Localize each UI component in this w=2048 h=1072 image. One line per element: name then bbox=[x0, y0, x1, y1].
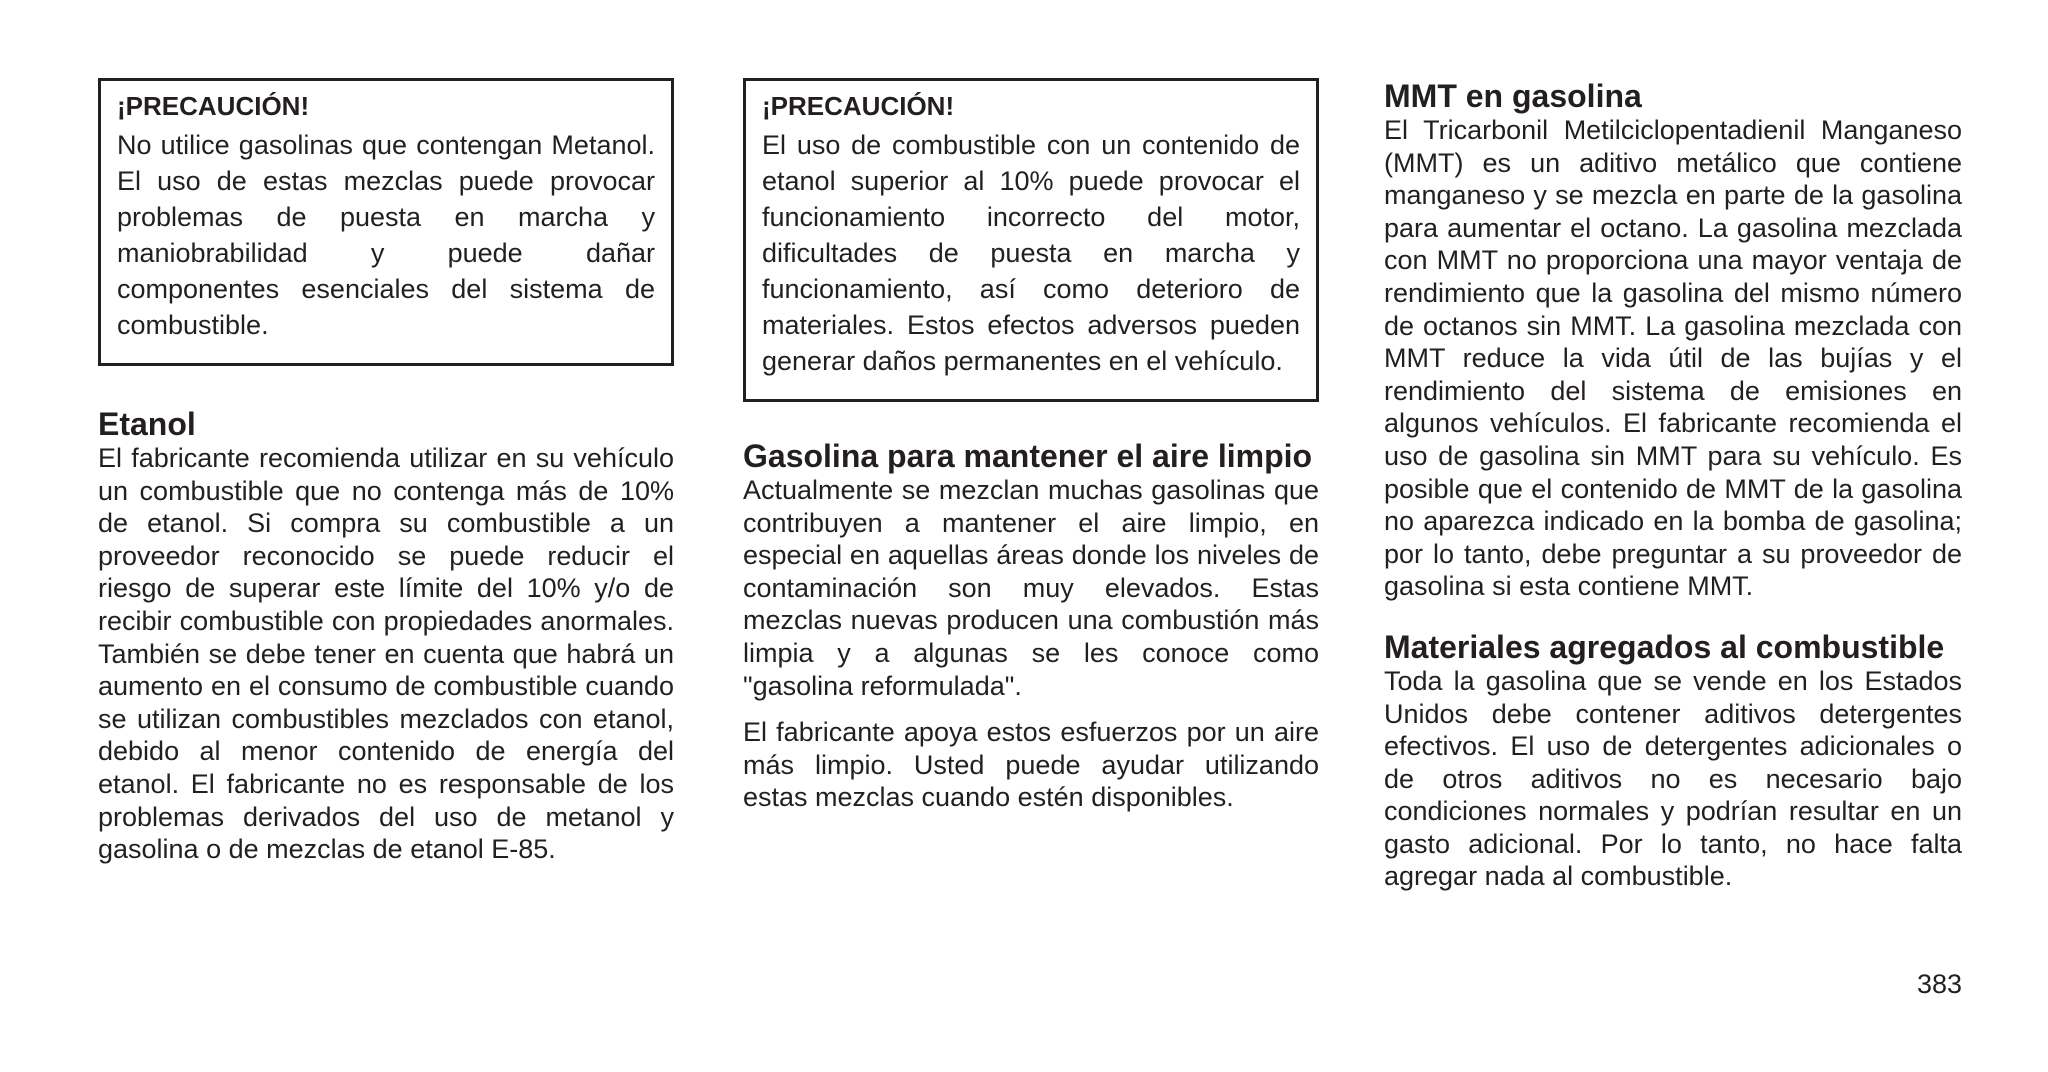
caution-title: ¡PRECAUCIÓN! bbox=[762, 91, 955, 121]
section-heading-additives: Materiales agregados al combustible bbox=[1384, 628, 1945, 665]
column-1 bbox=[98, 78, 674, 866]
section-heading-etanol: Etanol bbox=[98, 406, 196, 442]
section-body-etanol: El fabricante recomienda utilizar en su vehículo un combustible que no contenga más de 10% de etanol. Si compra su combustible a un proveedor reconocido se puede reducir el riesgo de superar este límite del 10% y/o de recibir combustible con propiedades anormales. También se debe tener en cuenta que habrá un aumento en el consumo de combustible cuando se utilizan combustibles mezclados con etanol, debido al menor contenido de energía del etanol. El fabricante no es responsable de los problemas derivados del uso de metanol y gasolina o de mezclas de etanol E-85. bbox=[98, 443, 674, 865]
section-body-mmt: El Tricarbonil Metilciclopentadienil Manganeso (MMT) es un aditivo metálico que contiene manganeso y se mezcla en parte de la gasolina para aumentar el octano. La gasolina mezclada con MMT no proporciona una mayor ventaja de rendimiento que la gasolina del mismo número de octanos sin MMT. La gasolina mezclada con MMT reduce la vida útil de las bujías y el rendimiento del sistema de emisiones en algunos vehículos. El fabricante recomienda el uso de gasolina sin MMT para su vehículo. Es posible que el contenido de MMT de la gasolina no aparezca indicado en la bomba de gasolina; por lo tanto, debe preguntar a su proveedor de gasolina si esta contiene MMT. bbox=[1384, 115, 1962, 602]
spacer bbox=[743, 402, 1319, 438]
caution-body: No utilice gasolinas que contengan Metanol. El uso de estas mezclas puede provocar problemas de puesta en marcha y maniobrabilidad y puede dañar componentes esenciales del sistema de combustible. bbox=[117, 130, 655, 340]
column-3 bbox=[1384, 78, 1962, 893]
caution-box-ethanol bbox=[743, 78, 1319, 402]
caution-title: ¡PRECAUCIÓN! bbox=[117, 91, 310, 121]
section-paragraph-2: El fabricante apoya estos esfuerzos por un aire más limpio. Usted puede ayudar utilizando estas mezclas cuando estén disponibles. bbox=[743, 717, 1319, 813]
column-2 bbox=[743, 78, 1319, 814]
page-number: 383 bbox=[1916, 969, 1962, 999]
section-heading-mmt: MMT en gasolina bbox=[1384, 78, 1642, 114]
spacer bbox=[743, 702, 1319, 716]
spacer bbox=[98, 366, 674, 406]
spacer bbox=[1384, 603, 1962, 629]
section-body-additives: Toda la gasolina que se vende en los Estados Unidos debe contener aditivos detergentes efectivos. El uso de detergentes adicionales o de otros aditivos no es necesario bajo condiciones normales y podrían resultar en un gasto adicional. Por lo tanto, no hace falta agregar nada al combustible. bbox=[1384, 665, 1962, 892]
caution-box-methanol bbox=[98, 78, 674, 366]
caution-body: El uso de combustible con un contenido de etanol superior al 10% puede provocar el funcionamiento incorrecto del motor, dificultades de puesta en marcha y funcionamiento, así como deterioro de materiales. Estos efectos adversos pueden generar daños permanentes en el vehículo. bbox=[762, 130, 1300, 376]
section-paragraph-1: Actualmente se mezclan muchas gasolinas que contribuyen a mantener el aire limpio, en especial en aquellas áreas donde los niveles de contaminación son muy elevados. Estas mezclas nuevas producen una combustión más limpia y a algunas se les conoce como "gasolina reformulada". bbox=[743, 475, 1319, 701]
section-heading-clean-air: Gasolina para mantener el aire limpio bbox=[743, 438, 1313, 474]
